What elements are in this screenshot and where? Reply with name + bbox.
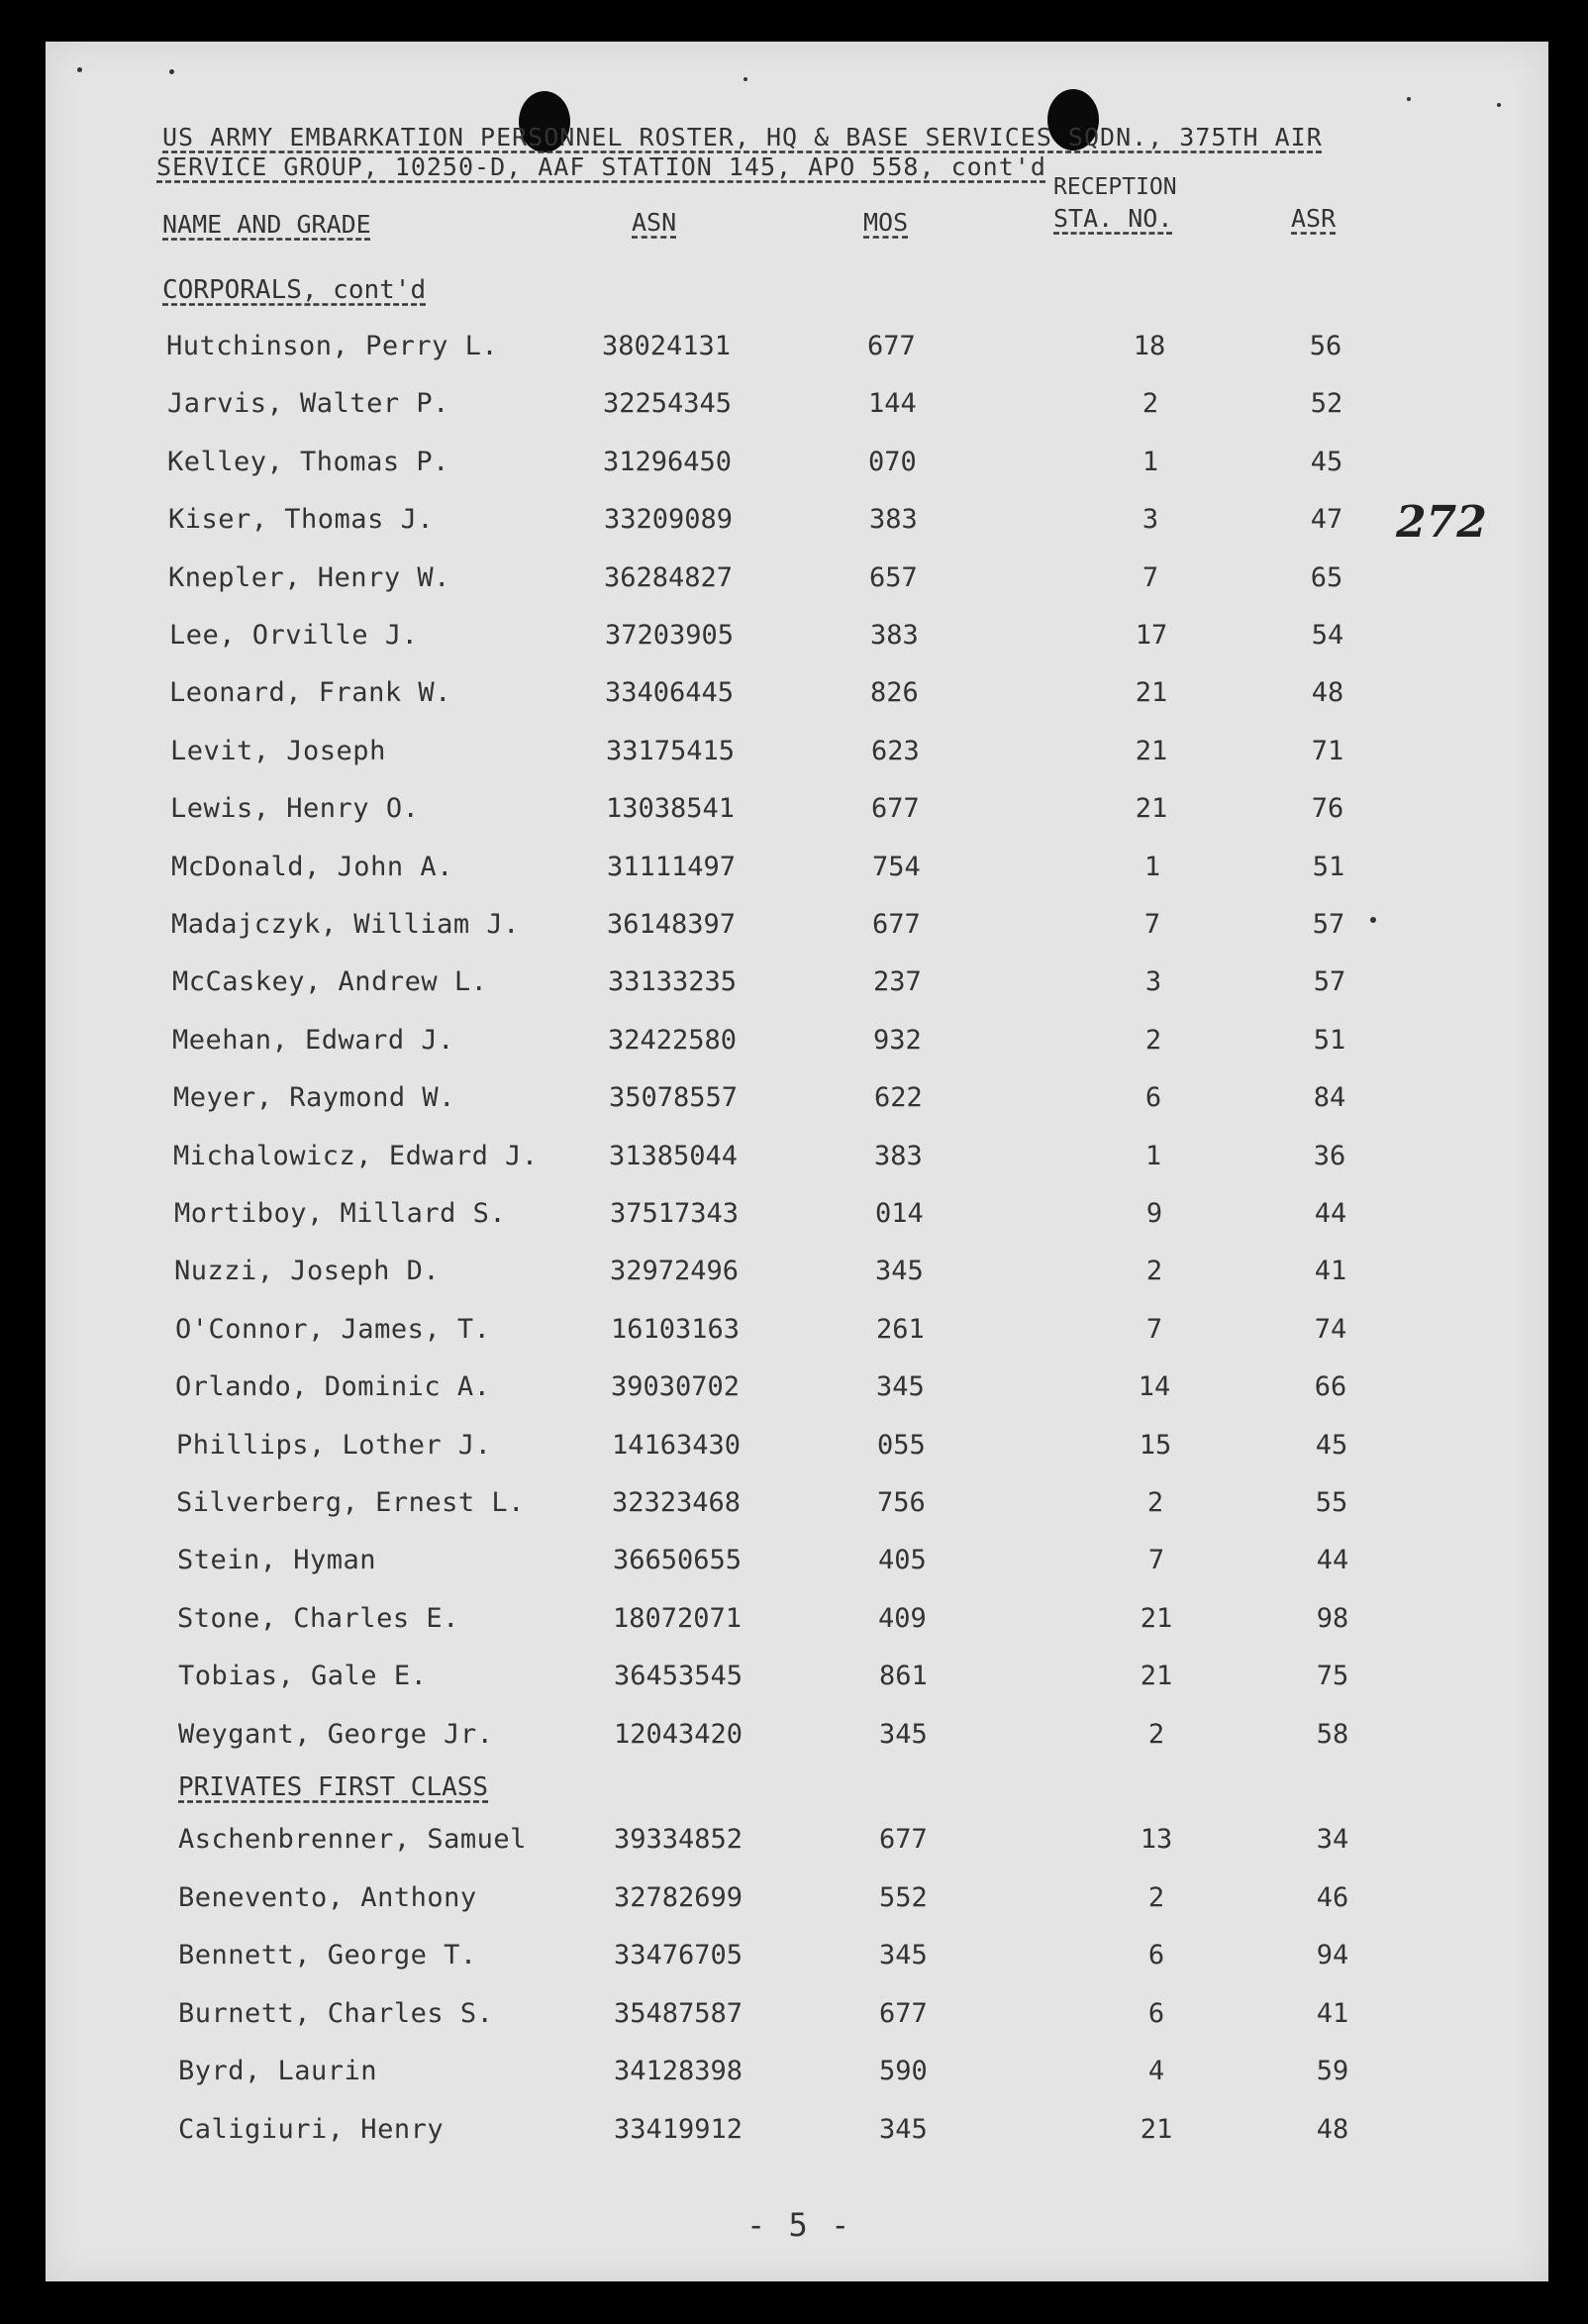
cell-mos: 345 [879,2114,928,2145]
cell-asr: 71 [1311,736,1344,766]
cell-reception: 3 [1141,504,1159,535]
cell-asr: 45 [1310,447,1343,477]
cell-asn: 31111497 [607,852,737,882]
cell-asr: 56 [1309,331,1342,361]
cell-name: Michalowicz, Edward J. [173,1141,539,1171]
cell-reception: 7 [1147,1545,1165,1575]
cell-name: Stein, Hyman [177,1545,377,1575]
cell-reception: 6 [1144,1082,1162,1113]
cell-name: Burnett, Charles S. [178,1998,494,2029]
cell-reception: 7 [1145,1314,1163,1345]
cell-name: Meehan, Edward J. [172,1025,454,1056]
roster-row [46,1882,1548,1922]
cell-asr: 74 [1314,1314,1347,1345]
roster-row [46,966,1548,1006]
cell-asr: 75 [1316,1661,1349,1691]
cell-asr: 58 [1316,1719,1349,1750]
cell-reception: 21 [1135,677,1168,708]
cell-name: McCaskey, Andrew L. [172,966,488,997]
cell-reception: 1 [1143,852,1161,882]
cell-asr: 66 [1314,1371,1347,1402]
section-title-text: PRIVATES FIRST CLASS [178,1772,489,1802]
cell-reception: 21 [1140,2114,1173,2145]
cell-mos: 657 [869,562,918,593]
section-title [162,275,426,305]
cell-asn: 33476705 [614,1940,744,1970]
cell-asn: 36148397 [607,909,737,940]
roster-row [46,1082,1548,1122]
column-header-reception-line2: STA. NO. [1053,204,1173,233]
cell-asr: 51 [1313,1025,1346,1056]
cell-reception: 6 [1147,1998,1165,2029]
cell-asn: 37517343 [610,1198,740,1229]
cell-mos: 552 [879,1882,928,1913]
cell-name: Phillips, Lother J. [176,1430,492,1461]
cell-asn: 12043420 [614,1719,744,1750]
roster-row [46,1824,1548,1864]
cell-mos: 677 [871,793,920,824]
cell-asr: 57 [1313,966,1346,997]
column-header-asr: ASR [1291,204,1337,233]
cell-name: O'Connor, James, T. [175,1314,491,1345]
roster-row [46,852,1548,891]
speck [744,77,747,81]
column-header-asn: ASN [632,208,677,237]
roster-page [46,42,1548,2281]
cell-asn: 37203905 [605,620,735,651]
cell-name: Stone, Charles E. [177,1603,459,1634]
cell-asr: 98 [1316,1603,1349,1634]
cell-reception: 9 [1145,1198,1163,1229]
cell-reception: 13 [1140,1824,1173,1855]
column-header-name: NAME AND GRADE [162,210,371,239]
cell-reception: 17 [1135,620,1168,651]
cell-reception: 3 [1144,966,1162,997]
cell-name: Levit, Joseph [170,736,386,766]
cell-asr: 41 [1316,1998,1349,2029]
roster-row [46,1141,1548,1180]
cell-asn: 35487587 [614,1998,744,2029]
roster-row [46,1719,1548,1759]
cell-asr: 44 [1314,1198,1347,1229]
roster-row [46,1487,1548,1527]
cell-asn: 33406445 [605,677,735,708]
cell-asr: 45 [1315,1430,1348,1461]
cell-mos: 677 [872,909,921,940]
roster-row [46,1314,1548,1354]
speck [169,69,174,74]
cell-asn: 13038541 [606,793,736,824]
cell-asn: 33419912 [614,2114,744,2145]
cell-mos: 014 [875,1198,924,1229]
cell-name: Caligiuri, Henry [178,2114,445,2145]
cell-name: Lewis, Henry O. [170,793,420,824]
roster-row [46,1545,1548,1584]
cell-mos: 383 [869,504,918,535]
cell-mos: 383 [870,620,919,651]
cell-name: Knepler, Henry W. [168,562,450,593]
cell-reception: 7 [1143,909,1161,940]
cell-asn: 39334852 [614,1824,744,1855]
speck [1407,97,1411,101]
cell-asn: 16103163 [611,1314,741,1345]
cell-asr: 48 [1311,677,1344,708]
roster-row [46,388,1548,428]
roster-row [46,1198,1548,1238]
cell-reception: 21 [1140,1603,1173,1634]
cell-name: Lee, Orville J. [169,620,419,651]
cell-mos: 405 [878,1545,927,1575]
cell-name: Jarvis, Walter P. [167,388,449,419]
cell-mos: 623 [871,736,920,766]
cell-asr: 55 [1315,1487,1348,1518]
roster-row [46,447,1548,486]
cell-mos: 144 [868,388,917,419]
cell-name: Hutchinson, Perry L. [166,331,499,361]
roster-row [46,2114,1548,2154]
cell-name: Madajczyk, William J. [171,909,520,940]
cell-asr: 46 [1316,1882,1349,1913]
section-title-text: CORPORALS, cont'd [162,275,427,305]
cell-asn: 31385044 [609,1141,739,1171]
cell-asr: 41 [1314,1256,1347,1286]
cell-asr: 57 [1312,909,1345,940]
cell-mos: 590 [879,2056,928,2086]
roster-row [46,1025,1548,1064]
cell-name: Aschenbrenner, Samuel [178,1824,527,1855]
cell-name: Benevento, Anthony [178,1882,477,1913]
cell-mos: 861 [879,1661,928,1691]
roster-row [46,1430,1548,1469]
cell-asn: 18072071 [613,1603,743,1634]
roster-row [46,1371,1548,1411]
cell-reception: 14 [1138,1371,1171,1402]
cell-name: Tobias, Gale E. [178,1661,428,1691]
cell-mos: 345 [876,1371,925,1402]
roster-row [46,909,1548,949]
cell-asr: 47 [1310,504,1343,535]
speck [77,67,82,72]
cell-name: Silverberg, Ernest L. [176,1487,525,1518]
cell-asr: 59 [1316,2056,1349,2086]
document-title-line1: US ARMY EMBARKATION PERSONNEL ROSTER, HQ & BASE SERVICES SQDN., 375TH AIR [162,123,1323,152]
cell-name: Nuzzi, Joseph D. [174,1256,441,1286]
cell-reception: 2 [1147,1719,1165,1750]
cell-mos: 237 [873,966,922,997]
cell-mos: 754 [872,852,921,882]
cell-reception: 1 [1141,447,1159,477]
cell-reception: 18 [1133,331,1166,361]
page-number: - 5 - [746,2206,852,2244]
cell-asn: 36650655 [613,1545,743,1575]
roster-row [46,2056,1548,2095]
roster-row [46,1603,1548,1643]
cell-asr: 34 [1316,1824,1349,1855]
cell-asr: 48 [1316,2114,1349,2145]
cell-reception: 1 [1144,1141,1162,1171]
cell-mos: 677 [879,1824,928,1855]
cell-mos: 677 [879,1998,928,2029]
cell-mos: 383 [874,1141,923,1171]
column-header-reception-line1: RECEPTION [1053,174,1177,200]
cell-asn: 32782699 [614,1882,744,1913]
cell-name: Leonard, Frank W. [169,677,451,708]
cell-asr: 44 [1316,1545,1349,1575]
cell-name: McDonald, John A. [171,852,453,882]
roster-row [46,1998,1548,2038]
cell-asr: 36 [1313,1141,1346,1171]
cell-name: Weygant, George Jr. [178,1719,494,1750]
roster-row [46,562,1548,602]
margin-page-number: 272 [1396,497,1487,548]
cell-asn: 36453545 [614,1661,744,1691]
cell-asn: 31296450 [603,447,733,477]
roster-row [46,620,1548,659]
section-title [178,1772,488,1802]
cell-asn: 33209089 [604,504,734,535]
roster-row [46,1661,1548,1700]
cell-asn: 35078557 [609,1082,739,1113]
cell-reception: 21 [1140,1661,1173,1691]
cell-mos: 345 [879,1719,928,1750]
cell-asn: 32254345 [603,388,733,419]
cell-asn: 32323468 [612,1487,742,1518]
cell-asn: 32972496 [610,1256,740,1286]
cell-reception: 4 [1147,2056,1165,2086]
cell-asr: 51 [1312,852,1345,882]
cell-asr: 94 [1316,1940,1349,1970]
cell-mos: 932 [873,1025,922,1056]
cell-asr: 65 [1310,562,1343,593]
cell-reception: 21 [1135,736,1168,766]
cell-mos: 345 [879,1940,928,1970]
cell-reception: 7 [1141,562,1159,593]
cell-mos: 055 [877,1430,926,1461]
cell-reception: 2 [1145,1256,1163,1286]
roster-row [46,793,1548,833]
cell-asn: 32422580 [608,1025,738,1056]
cell-reception: 2 [1141,388,1159,419]
roster-row [46,504,1548,544]
speck [1497,103,1501,107]
cell-asr: 84 [1313,1082,1346,1113]
roster-row [46,677,1548,717]
cell-mos: 409 [878,1603,927,1634]
cell-reception: 2 [1146,1487,1164,1518]
column-header-mos: MOS [863,208,909,237]
cell-asn: 14163430 [612,1430,742,1461]
cell-mos: 826 [870,677,919,708]
cell-asn: 39030702 [611,1371,741,1402]
roster-row [46,1940,1548,1979]
cell-name: Kiser, Thomas J. [168,504,435,535]
cell-name: Meyer, Raymond W. [173,1082,455,1113]
roster-row [46,331,1548,370]
roster-row [46,1256,1548,1295]
cell-name: Orlando, Dominic A. [175,1371,491,1402]
cell-asn: 33175415 [606,736,736,766]
cell-asn: 34128398 [614,2056,744,2086]
cell-reception: 21 [1135,793,1168,824]
cell-mos: 261 [876,1314,925,1345]
document-title-line2: SERVICE GROUP, 10250-D, AAF STATION 145, APO 558, cont'd [156,152,1046,181]
cell-asr: 76 [1311,793,1344,824]
cell-mos: 345 [875,1256,924,1286]
cell-mos: 622 [874,1082,923,1113]
cell-reception: 6 [1147,1940,1165,1970]
cell-name: Byrd, Laurin [178,2056,378,2086]
cell-asr: 54 [1311,620,1344,651]
cell-mos: 070 [868,447,917,477]
cell-asn: 33133235 [608,966,738,997]
cell-asr: 52 [1310,388,1343,419]
cell-asn: 36284827 [604,562,734,593]
cell-name: Kelley, Thomas P. [167,447,449,477]
cell-reception: 2 [1147,1882,1165,1913]
cell-name: Mortiboy, Millard S. [174,1198,507,1229]
cell-asn: 38024131 [602,331,732,361]
cell-name: Bennett, George T. [178,1940,477,1970]
cell-reception: 2 [1144,1025,1162,1056]
cell-mos: 677 [867,331,916,361]
cell-mos: 756 [877,1487,926,1518]
cell-reception: 15 [1139,1430,1172,1461]
roster-row [46,736,1548,775]
